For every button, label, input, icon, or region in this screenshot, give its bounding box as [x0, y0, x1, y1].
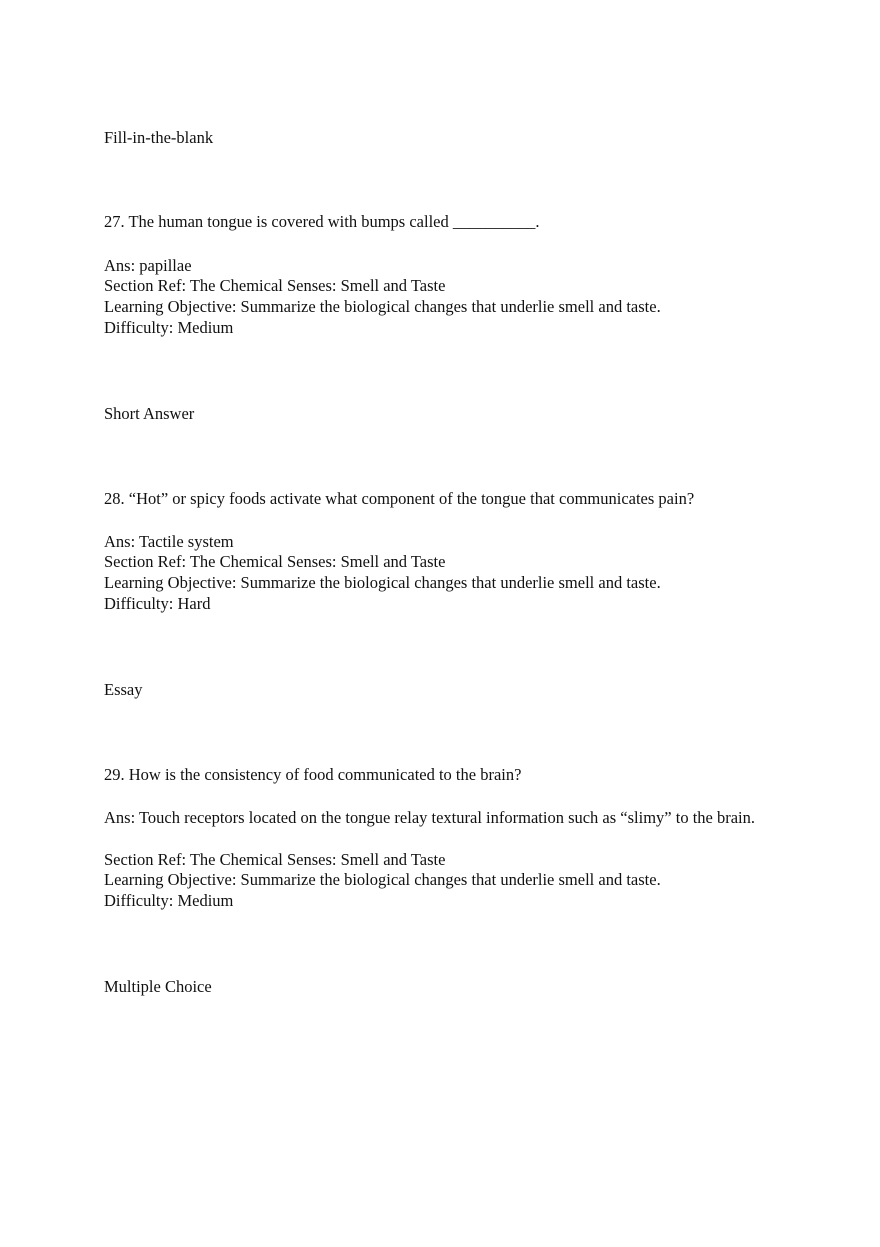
learning-objective-27: Learning Objective: Summarize the biological changes that underlie smell and taste.: [104, 297, 661, 316]
section-ref-27: Section Ref: The Chemical Senses: Smell and Taste: [104, 276, 446, 295]
section-ref-28: Section Ref: The Chemical Senses: Smell and Taste: [104, 552, 446, 571]
section-heading-fill-in-the-blank: Fill-in-the-blank: [104, 128, 214, 147]
section-heading-essay: Essay: [104, 680, 143, 699]
difficulty-29: Difficulty: Medium: [104, 891, 234, 910]
difficulty-28: Difficulty: Hard: [104, 594, 211, 613]
learning-objective-29: Learning Objective: Summarize the biological changes that underlie smell and taste.: [104, 870, 661, 889]
section-heading-multiple-choice: Multiple Choice: [104, 977, 212, 996]
answer-29: Ans: Touch receptors located on the tongue relay textural information such as “slimy” to the brain.: [104, 808, 756, 827]
question-29: 29. How is the consistency of food communicated to the brain?: [104, 765, 522, 784]
answer-27: Ans: papillae: [104, 256, 192, 275]
section-ref-29: Section Ref: The Chemical Senses: Smell and Taste: [104, 850, 446, 869]
difficulty-27: Difficulty: Medium: [104, 318, 234, 337]
answer-28: Ans: Tactile system: [104, 532, 234, 551]
question-27: 27. The human tongue is covered with bumps called __________.: [104, 212, 540, 231]
learning-objective-28: Learning Objective: Summarize the biological changes that underlie smell and taste.: [104, 573, 661, 592]
question-28: 28. “Hot” or spicy foods activate what component of the tongue that communicates pain?: [104, 489, 695, 508]
section-heading-short-answer: Short Answer: [104, 404, 195, 423]
